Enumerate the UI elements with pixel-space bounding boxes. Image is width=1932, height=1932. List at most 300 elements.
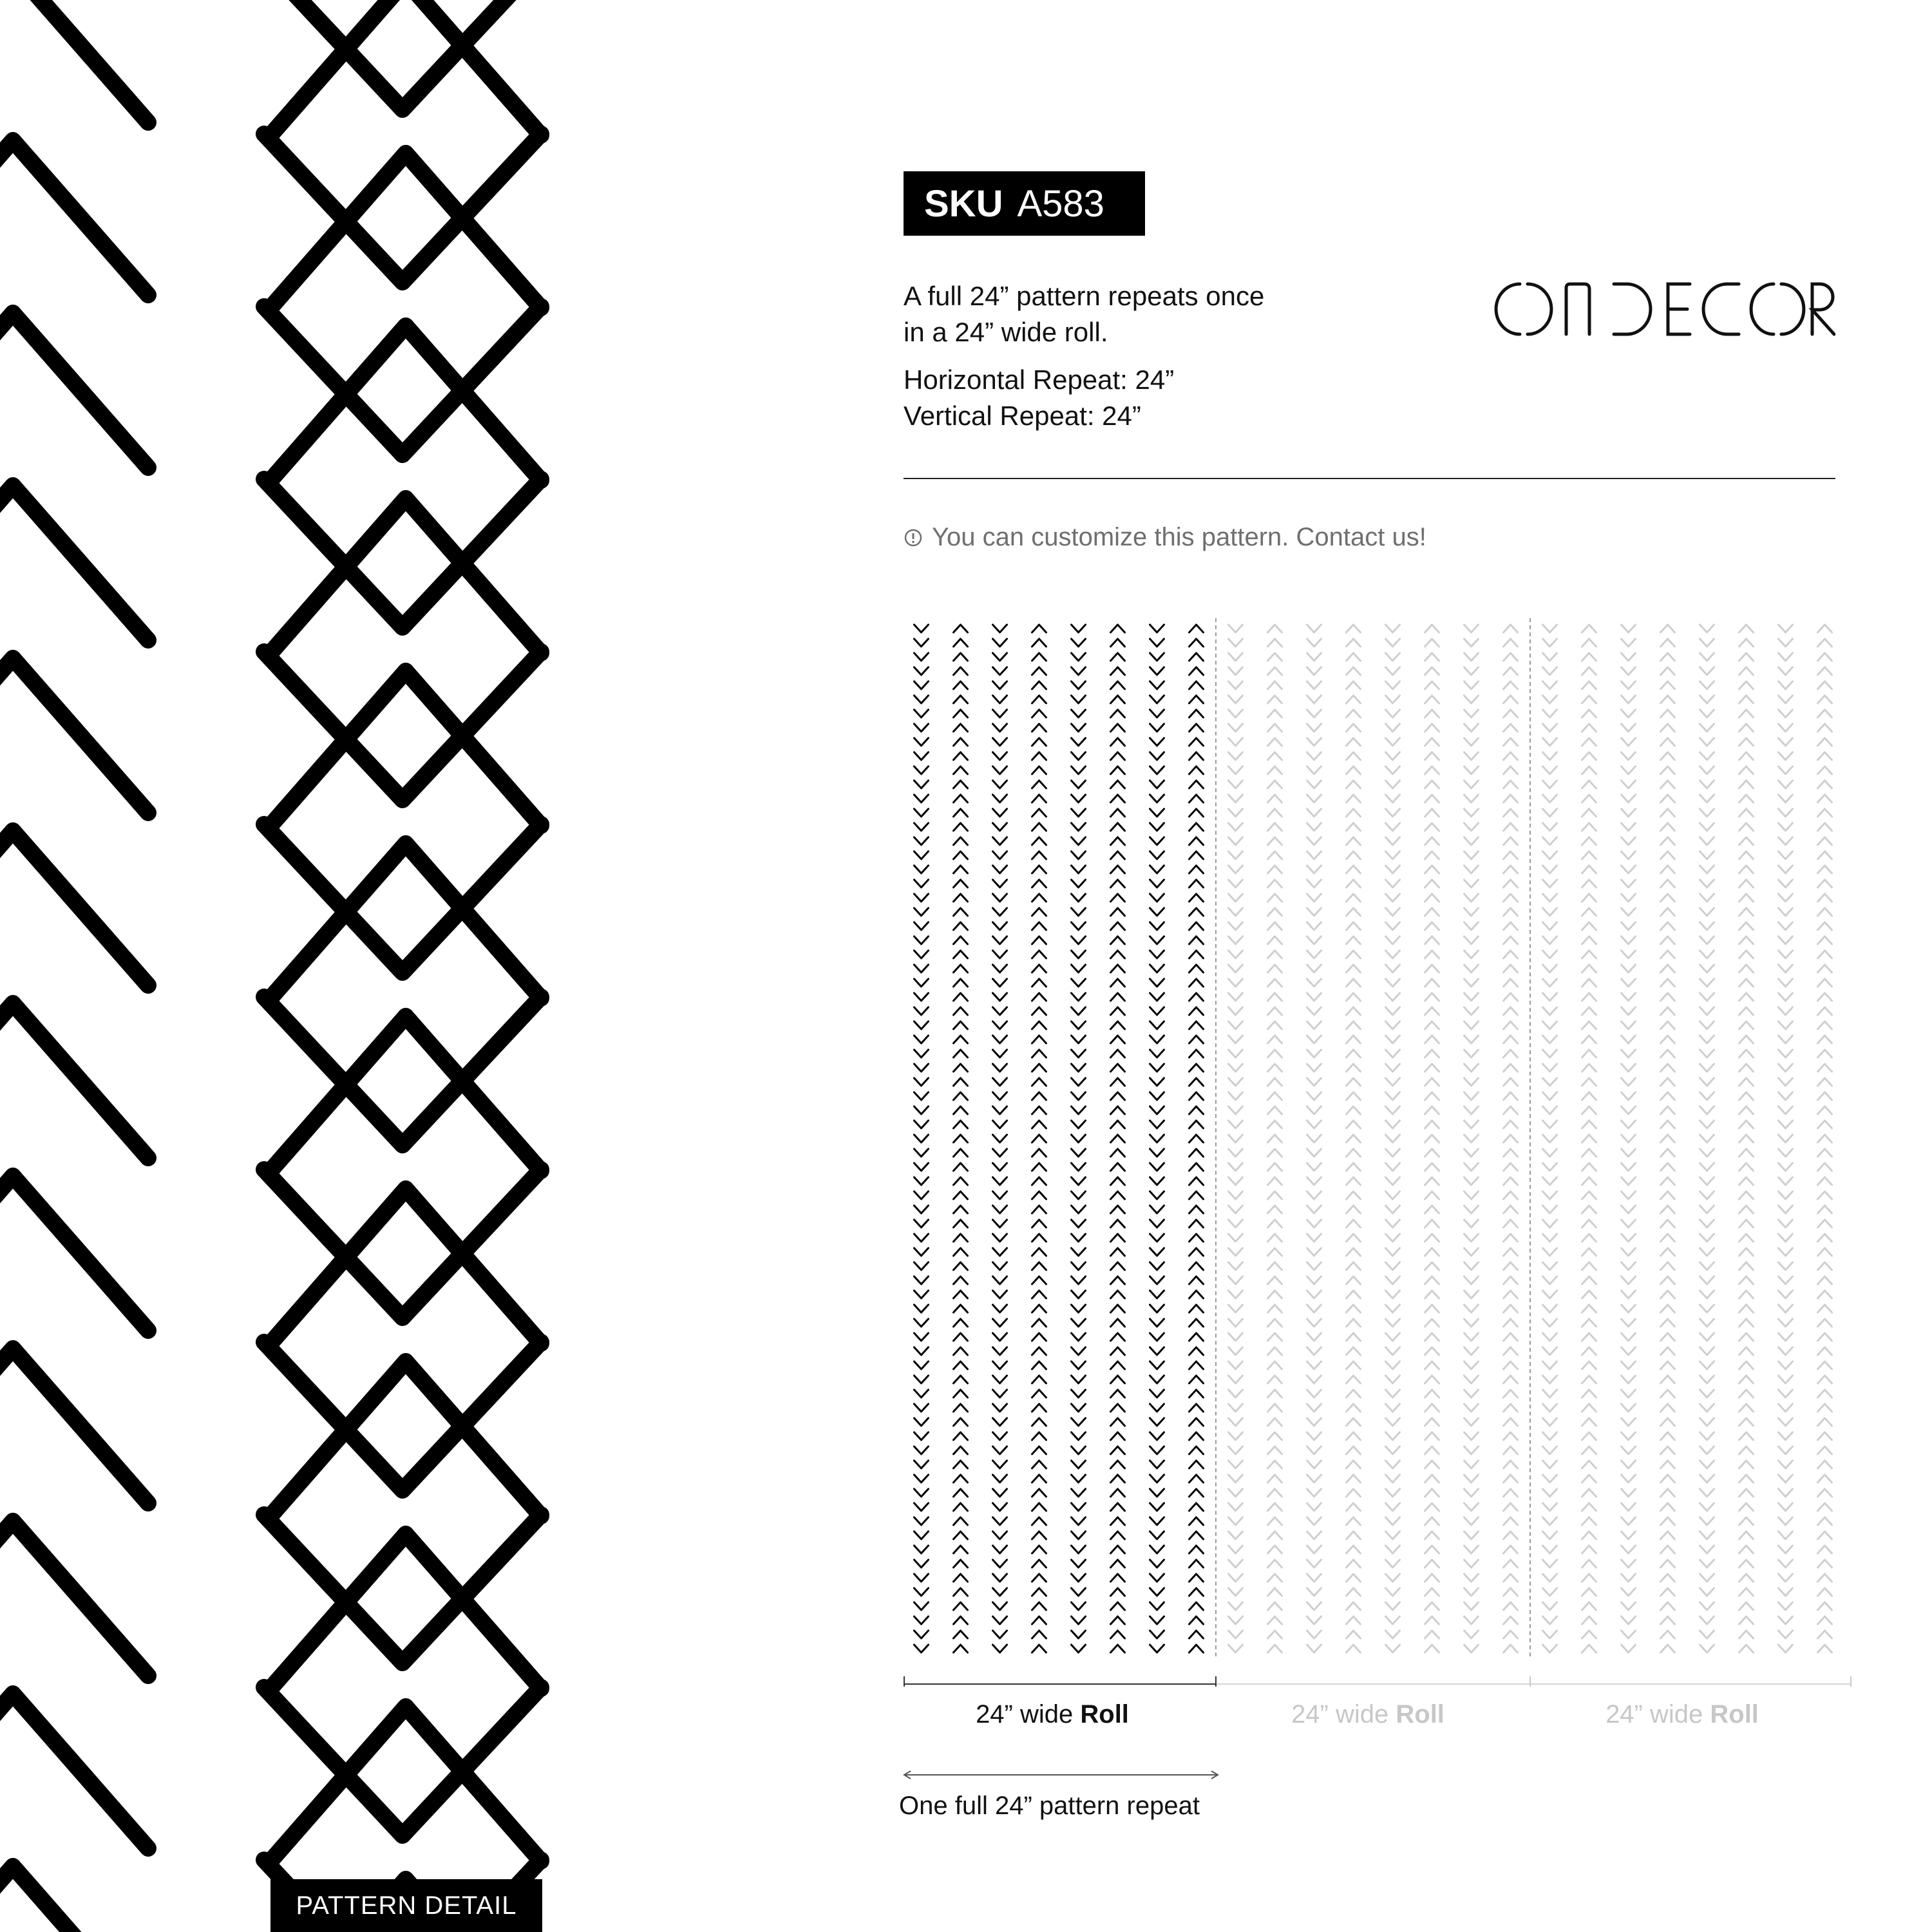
mini-chevron <box>1268 1347 1282 1355</box>
mini-chevron <box>1464 1475 1479 1482</box>
mini-chevron <box>1111 653 1125 661</box>
mini-chevron <box>1582 639 1596 647</box>
mini-chevron <box>1464 809 1479 817</box>
mini-chevron <box>1307 1616 1321 1624</box>
mini-chevron <box>1072 1149 1086 1157</box>
mini-chevron <box>1739 965 1754 972</box>
mini-chevron <box>1150 1432 1164 1440</box>
mini-chevron <box>1818 1305 1832 1312</box>
chevron-stroke <box>0 1866 148 1932</box>
mini-chevron <box>1700 653 1714 661</box>
mini-chevron <box>1504 781 1518 788</box>
mini-chevron <box>1818 1347 1832 1355</box>
mini-chevron <box>1661 1616 1675 1624</box>
mini-chevron <box>1543 1291 1557 1298</box>
mini-chevron <box>1464 922 1479 930</box>
mini-chevron <box>1072 710 1086 717</box>
mini-chevron <box>914 1248 929 1256</box>
mini-chevron <box>1779 1333 1793 1341</box>
mini-chevron <box>1582 809 1596 817</box>
mini-chevron <box>1072 1546 1086 1553</box>
mini-chevron <box>1700 1291 1714 1298</box>
mini-chevron <box>1582 1092 1596 1100</box>
mini-chevron <box>1622 1489 1636 1497</box>
mini-chevron <box>1229 1305 1243 1312</box>
mini-chevron <box>1386 1191 1400 1199</box>
mini-chevron <box>1818 795 1832 802</box>
mini-chevron <box>1425 809 1439 817</box>
mini-chevron <box>1150 1588 1164 1596</box>
mini-chevron <box>1229 1191 1243 1199</box>
mini-chevron <box>1425 1560 1439 1567</box>
mini-chevron <box>1425 851 1439 859</box>
mini-chevron <box>1032 1333 1046 1341</box>
mini-chevron <box>1425 1177 1439 1185</box>
mini-chevron <box>1622 1177 1636 1185</box>
mini-chevron <box>1347 951 1361 958</box>
mini-chevron <box>1386 1517 1400 1525</box>
mini-chevron <box>1229 1588 1243 1596</box>
mini-chevron <box>1032 1319 1046 1327</box>
mini-chevron <box>1229 1333 1243 1341</box>
mini-chevron <box>1504 809 1518 817</box>
mini-chevron <box>1150 979 1164 987</box>
mini-chevron <box>1464 1007 1479 1015</box>
mini-chevron <box>1543 979 1557 987</box>
mini-chevron <box>1307 710 1321 717</box>
mini-chevron <box>1818 866 1832 873</box>
mini-chevron <box>1386 1489 1400 1497</box>
mini-chevron <box>1347 1333 1361 1341</box>
mini-chevron <box>1347 1588 1361 1596</box>
mini-chevron <box>1347 1517 1361 1525</box>
mini-chevron <box>1032 1390 1046 1397</box>
mini-chevron <box>1818 1262 1832 1270</box>
mini-chevron <box>1268 1291 1282 1298</box>
mini-chevron <box>1700 1149 1714 1157</box>
mini-chevron <box>1739 1149 1754 1157</box>
mini-chevron <box>1543 1177 1557 1185</box>
mini-chevron <box>1032 1574 1046 1582</box>
mini-chevron <box>1818 1135 1832 1142</box>
mini-chevron <box>1700 1135 1714 1142</box>
mini-chevron <box>1189 965 1204 972</box>
mini-chevron <box>1386 781 1400 788</box>
mini-chevron <box>1229 653 1243 661</box>
mini-chevron <box>1464 1560 1479 1567</box>
mini-chevron <box>1150 781 1164 788</box>
mini-chevron <box>1150 1220 1164 1227</box>
mini-chevron <box>1622 1432 1636 1440</box>
mini-chevron <box>1268 738 1282 746</box>
pattern-repeat-arrow <box>902 1768 1220 1781</box>
mini-chevron <box>1622 738 1636 746</box>
mini-chevron <box>1464 908 1479 916</box>
mini-chevron <box>1072 1446 1086 1454</box>
mini-chevron <box>1622 1361 1636 1369</box>
mini-chevron <box>1150 1206 1164 1213</box>
mini-chevron <box>1386 1305 1400 1312</box>
mini-chevron <box>1347 1418 1361 1426</box>
mini-chevron <box>1582 696 1596 703</box>
mini-chevron <box>1032 837 1046 845</box>
mini-chevron <box>1032 667 1046 675</box>
mini-chevron <box>1268 809 1282 817</box>
mini-chevron <box>1229 1418 1243 1426</box>
mini-chevron <box>1072 1106 1086 1114</box>
mini-chevron <box>1582 993 1596 1001</box>
mini-chevron <box>1229 738 1243 746</box>
mini-chevron <box>1268 724 1282 732</box>
mini-chevron <box>1661 1574 1675 1582</box>
mini-chevron <box>1229 1220 1243 1227</box>
mini-chevron <box>1189 837 1204 845</box>
mini-chevron <box>993 724 1007 732</box>
mini-chevron <box>1347 936 1361 944</box>
mini-chevron <box>1504 738 1518 746</box>
mini-chevron <box>1464 1616 1479 1624</box>
mini-chevron <box>1661 1262 1675 1270</box>
mini-chevron <box>1543 1489 1557 1497</box>
mini-chevron <box>954 1531 968 1539</box>
mini-chevron <box>1425 1645 1439 1653</box>
mini-chevron <box>1504 766 1518 774</box>
mini-chevron <box>1150 880 1164 887</box>
mini-chevron <box>1072 738 1086 746</box>
mini-chevron <box>1072 809 1086 817</box>
mini-chevron <box>1464 1489 1479 1497</box>
mini-chevron <box>1543 1404 1557 1412</box>
mini-chevron <box>1111 1206 1125 1213</box>
mini-chevron <box>1582 1432 1596 1440</box>
mini-chevron <box>1739 681 1754 689</box>
mini-chevron <box>1347 738 1361 746</box>
roll-label-3 <box>1525 1700 1839 1729</box>
mini-chevron <box>1111 1631 1125 1638</box>
mini-chevron <box>1386 1262 1400 1270</box>
mini-chevron <box>1189 1135 1204 1142</box>
mini-chevron <box>1189 1064 1204 1072</box>
mini-chevron <box>1229 866 1243 873</box>
mini-chevron <box>1347 1489 1361 1497</box>
mini-chevron <box>1700 1007 1714 1015</box>
mini-chevron <box>1189 1319 1204 1327</box>
mini-chevron <box>1386 752 1400 760</box>
mini-chevron <box>1111 1064 1125 1072</box>
mini-chevron <box>1268 795 1282 802</box>
mini-chevron <box>1072 993 1086 1001</box>
mini-chevron <box>954 1503 968 1511</box>
mini-chevron <box>1111 795 1125 802</box>
mini-chevron <box>1111 1333 1125 1341</box>
customize-contact-link[interactable]: You can customize this pattern. Contact us! <box>932 523 1426 551</box>
mini-chevron <box>1032 1361 1046 1369</box>
mini-chevron <box>1229 1036 1243 1043</box>
mini-chevron <box>1739 1333 1754 1341</box>
mini-chevron <box>1582 1135 1596 1142</box>
mini-chevron <box>1111 1234 1125 1242</box>
mini-chevron <box>1150 696 1164 703</box>
mini-chevron <box>1700 1616 1714 1624</box>
mini-chevron <box>1504 922 1518 930</box>
mini-chevron <box>954 667 968 675</box>
mini-chevron <box>1229 1092 1243 1100</box>
mini-chevron <box>954 1191 968 1199</box>
mini-chevron <box>1229 1517 1243 1525</box>
mini-chevron <box>1229 809 1243 817</box>
mini-chevron <box>1268 993 1282 1001</box>
mini-chevron <box>1779 1347 1793 1355</box>
mini-chevron <box>1307 1517 1321 1525</box>
mini-chevron <box>1700 1248 1714 1256</box>
mini-chevron <box>1543 1220 1557 1227</box>
mini-chevron <box>1386 1092 1400 1100</box>
mini-chevron <box>1111 1503 1125 1511</box>
mini-chevron <box>954 1574 968 1582</box>
mini-chevron <box>1779 1319 1793 1327</box>
mini-chevron <box>1189 681 1204 689</box>
mini-chevron <box>993 1560 1007 1567</box>
mini-chevron <box>1189 823 1204 831</box>
mini-chevron <box>1504 724 1518 732</box>
mini-chevron <box>1150 1149 1164 1157</box>
mini-chevron <box>1072 1291 1086 1298</box>
mini-chevron <box>1504 908 1518 916</box>
mini-chevron <box>993 1276 1007 1284</box>
mini-chevron <box>1582 625 1596 632</box>
mini-chevron <box>1347 1347 1361 1355</box>
mini-chevron <box>1779 880 1793 887</box>
mini-chevron <box>914 1404 929 1412</box>
mini-chevron <box>1622 781 1636 788</box>
mini-chevron <box>1779 908 1793 916</box>
mini-chevron <box>1425 681 1439 689</box>
mini-chevron <box>1307 1446 1321 1454</box>
mini-chevron <box>1543 710 1557 717</box>
mini-chevron <box>1032 1645 1046 1653</box>
mini-chevron <box>1543 1305 1557 1312</box>
mini-chevron <box>1189 1418 1204 1426</box>
mini-chevron <box>1150 851 1164 859</box>
mini-chevron <box>1661 696 1675 703</box>
mini-chevron <box>1504 837 1518 845</box>
mini-chevron <box>1189 1531 1204 1539</box>
mini-chevron <box>1818 823 1832 831</box>
mini-chevron <box>954 625 968 632</box>
mini-chevron <box>1504 1475 1518 1482</box>
mini-chevron <box>1504 851 1518 859</box>
mini-chevron <box>1700 1036 1714 1043</box>
mini-chevron <box>1622 1234 1636 1242</box>
mini-chevron <box>1072 1531 1086 1539</box>
mini-chevron <box>914 1149 929 1157</box>
mini-chevron <box>1464 1191 1479 1199</box>
mini-chevron <box>914 1121 929 1128</box>
mini-chevron <box>1268 1645 1282 1653</box>
mini-chevron <box>1307 1546 1321 1553</box>
mini-chevron <box>1229 1616 1243 1624</box>
mini-chevron <box>1111 1616 1125 1624</box>
mini-chevron <box>1032 866 1046 873</box>
mini-chevron <box>1425 1248 1439 1256</box>
mini-chevron <box>1111 1078 1125 1086</box>
mini-chevron <box>1661 681 1675 689</box>
mini-chevron <box>1111 738 1125 746</box>
mini-chevron <box>1818 738 1832 746</box>
mini-chevron <box>1032 1291 1046 1298</box>
mini-chevron <box>1779 1135 1793 1142</box>
mini-chevron <box>1661 1135 1675 1142</box>
mini-chevron <box>1307 1050 1321 1057</box>
mini-chevron <box>1347 965 1361 972</box>
mini-chevron <box>1739 1050 1754 1057</box>
mini-chevron <box>1739 922 1754 930</box>
mini-chevron <box>1386 1121 1400 1128</box>
mini-chevron <box>914 710 929 717</box>
mini-chevron <box>1072 795 1086 802</box>
mini-chevron <box>1700 993 1714 1001</box>
mini-chevron <box>993 1631 1007 1638</box>
mini-chevron <box>954 936 968 944</box>
mini-chevron <box>1661 936 1675 944</box>
mini-chevron <box>1700 681 1714 689</box>
mini-chevron <box>1347 1361 1361 1369</box>
mini-chevron <box>1386 1248 1400 1256</box>
info-icon <box>904 528 923 547</box>
mini-chevron <box>1818 993 1832 1001</box>
mini-chevron <box>954 1092 968 1100</box>
mini-chevron <box>1425 1461 1439 1468</box>
mini-chevron <box>1700 1461 1714 1468</box>
mini-chevron <box>1779 752 1793 760</box>
mini-chevron <box>1032 738 1046 746</box>
mini-chevron <box>1779 738 1793 746</box>
mini-chevron <box>1582 1574 1596 1582</box>
mini-chevron <box>1543 1106 1557 1114</box>
mini-chevron <box>1425 1291 1439 1298</box>
mini-chevron <box>1425 866 1439 873</box>
mini-chevron <box>1739 1475 1754 1482</box>
mini-chevron <box>1582 653 1596 661</box>
chevron-stroke <box>0 1521 148 1676</box>
mini-chevron <box>1386 1418 1400 1426</box>
mini-chevron <box>1818 1191 1832 1199</box>
mini-chevron <box>954 1163 968 1171</box>
mini-chevron <box>1661 1007 1675 1015</box>
mini-chevron <box>1739 851 1754 859</box>
mini-chevron <box>1425 1404 1439 1412</box>
mini-chevron <box>1032 1531 1046 1539</box>
mini-chevron <box>1032 894 1046 902</box>
mini-chevron <box>1347 1092 1361 1100</box>
mini-chevron <box>1739 1276 1754 1284</box>
mini-chevron <box>1150 1475 1164 1482</box>
mini-chevron <box>914 809 929 817</box>
mini-chevron <box>954 1645 968 1653</box>
mini-chevron <box>1386 653 1400 661</box>
mini-chevron <box>1425 1588 1439 1596</box>
mini-chevron <box>1504 696 1518 703</box>
mini-chevron <box>1268 1064 1282 1072</box>
mini-chevron <box>993 1234 1007 1242</box>
mini-chevron <box>954 710 968 717</box>
mini-chevron <box>954 951 968 958</box>
mini-chevron <box>1268 1234 1282 1242</box>
mini-chevron <box>1543 908 1557 916</box>
mini-chevron <box>1307 1092 1321 1100</box>
mini-chevron <box>1543 1064 1557 1072</box>
mini-chevron <box>1582 795 1596 802</box>
mini-chevron <box>1818 1432 1832 1440</box>
mini-chevron <box>1347 1177 1361 1185</box>
mini-chevron <box>1464 993 1479 1001</box>
mini-chevron <box>1307 936 1321 944</box>
mini-chevron <box>1622 908 1636 916</box>
mini-chevron <box>1818 724 1832 732</box>
mini-chevron <box>1779 639 1793 647</box>
mini-chevron <box>1818 1475 1832 1482</box>
mini-chevron <box>1622 639 1636 647</box>
mini-chevron <box>1425 1064 1439 1072</box>
mini-chevron <box>1347 1021 1361 1029</box>
mini-chevron <box>1072 681 1086 689</box>
mini-chevron <box>1111 908 1125 916</box>
mini-chevron <box>1386 1319 1400 1327</box>
vertical-repeat: Vertical Repeat: 24” <box>904 401 1141 431</box>
mini-chevron <box>1739 979 1754 987</box>
mini-chevron <box>1504 1645 1518 1653</box>
mini-chevron <box>1347 1149 1361 1157</box>
mini-chevron <box>1425 1602 1439 1610</box>
mini-chevron <box>1700 1404 1714 1412</box>
mini-chevron <box>1622 922 1636 930</box>
mini-chevron <box>1150 1446 1164 1454</box>
mini-chevron <box>1032 1106 1046 1114</box>
mini-chevron <box>954 1121 968 1128</box>
mini-chevron <box>914 1050 929 1057</box>
mini-chevron <box>1425 1234 1439 1242</box>
mini-chevron <box>1622 625 1636 632</box>
mini-chevron <box>1779 894 1793 902</box>
mini-chevron <box>1700 1163 1714 1171</box>
mini-chevron <box>1543 1631 1557 1638</box>
mini-chevron <box>993 894 1007 902</box>
mini-chevron <box>1700 1574 1714 1582</box>
mini-chevron <box>1307 1191 1321 1199</box>
mini-chevron <box>1543 1390 1557 1397</box>
mini-chevron <box>1504 1432 1518 1440</box>
mini-chevron <box>1700 710 1714 717</box>
mini-chevron <box>1229 851 1243 859</box>
mini-chevron <box>1425 1021 1439 1029</box>
mini-chevron <box>1700 1418 1714 1426</box>
mini-chevron <box>914 1446 929 1454</box>
mini-chevron <box>1543 667 1557 675</box>
mini-chevron <box>954 1206 968 1213</box>
roll-preview <box>902 618 1855 1687</box>
mini-chevron <box>954 1390 968 1397</box>
mini-chevron <box>993 681 1007 689</box>
mini-chevron <box>1739 667 1754 675</box>
mini-chevron <box>1386 1163 1400 1171</box>
mini-chevron <box>1268 1588 1282 1596</box>
mini-chevron <box>914 1276 929 1284</box>
mini-chevron <box>1307 1036 1321 1043</box>
mini-chevron <box>1111 766 1125 774</box>
mini-chevron <box>1779 724 1793 732</box>
mini-chevron <box>954 851 968 859</box>
mini-chevron <box>1818 894 1832 902</box>
